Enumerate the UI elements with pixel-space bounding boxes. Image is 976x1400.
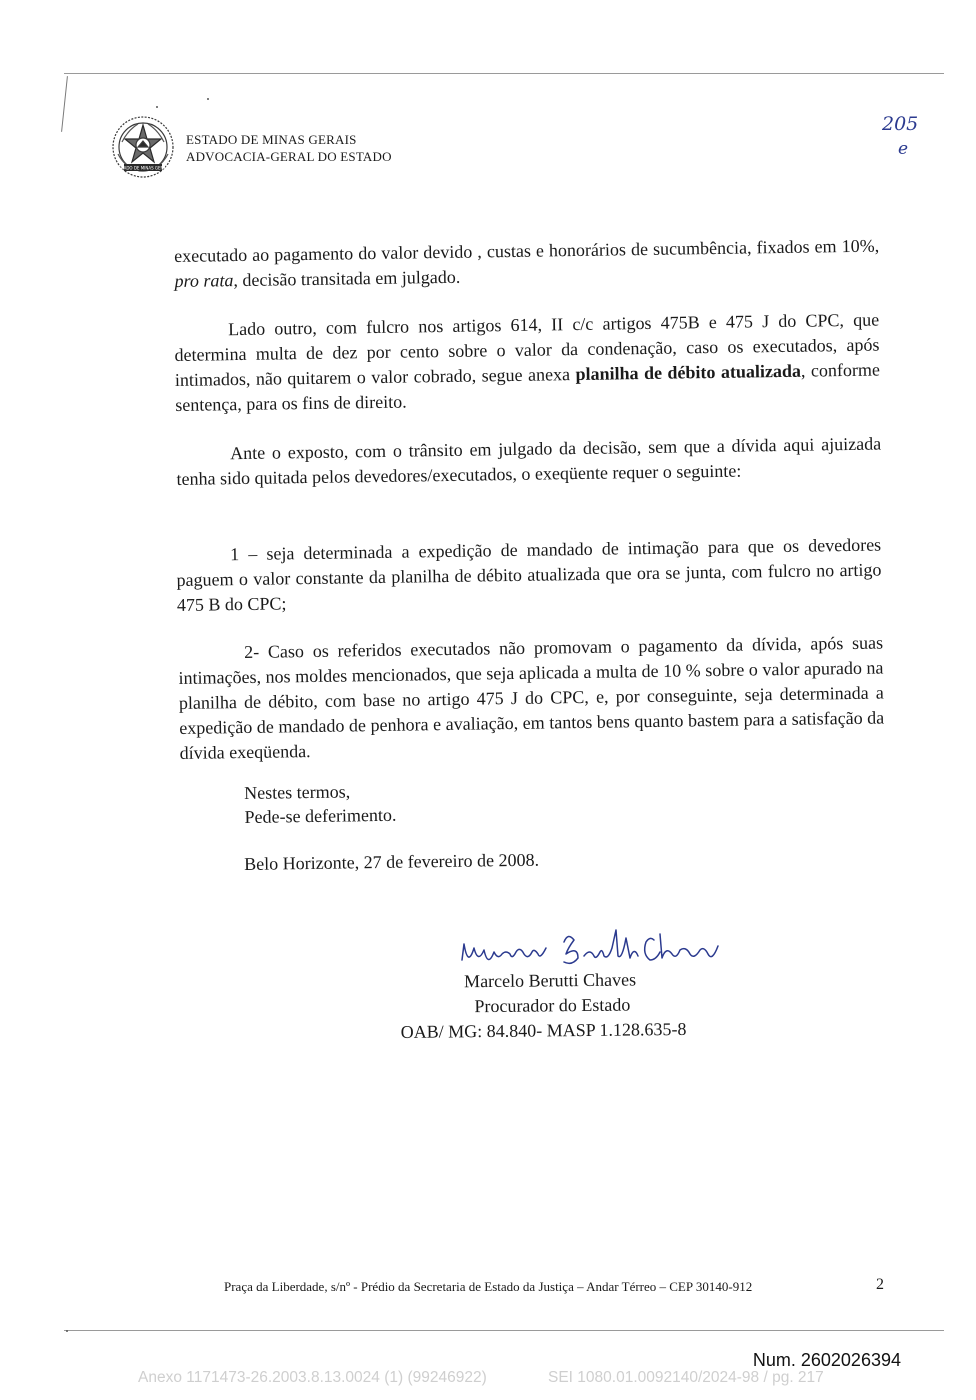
signature-block — [396, 966, 737, 1045]
sei-watermark: SEI 1080.01.0092140/2024-98 / pg. 217 — [548, 1369, 824, 1386]
folio-number: 205 — [882, 113, 919, 135]
state-name: ESTADO DE MINAS GERAIS — [186, 132, 357, 147]
signature-scrawl — [462, 930, 718, 963]
folio-initial: e — [898, 139, 909, 159]
closing-formula — [244, 779, 397, 829]
signer-name: Marcelo Berutti Chaves — [464, 969, 637, 992]
signer-title: Procurador do Estado — [474, 994, 631, 1017]
paragraph-1-italic: pro rata — [174, 270, 234, 291]
paragraph-1-text: executado ao pagamento do valor devido , custas e honorários de sucumbência, fixados em 10%, — [174, 235, 880, 266]
request-item-2: 2- Caso os referidos executados não promovam o pagamento da dívida, após suas intimações, nos moldes mencionados, que seja aplicada a multa de 10 % sobre o valor apurado na planilha de débito, com base no artigo 475 J do CPC, e, por conseguinte, seja determinada a expedição de mandado de penhora e avaliação, em tantos bens quanto bastem para a satisfação da dívida exeqüenda. — [178, 632, 885, 763]
emblem-text: ESTADO DE MINAS GERAIS — [116, 165, 170, 171]
closing-line-2: Pede-se deferimento. — [244, 804, 397, 827]
page-number: 2 — [876, 1276, 884, 1293]
document-number-stamp: Num. 2602026394 — [752, 1350, 901, 1370]
place-and-date: Belo Horizonte, 27 de fevereiro de 2008. — [244, 849, 540, 874]
signer-registration: OAB/ MG: 84.840- MASP 1.128.635-8 — [400, 1018, 687, 1042]
paragraph-2-end: , conforme sentença, para os fins de direito. — [175, 359, 880, 415]
paragraph-2-bold: planilha de débito atualizada — [575, 360, 802, 385]
footer-address: Praça da Liberdade, s/nº - Prédio da Secretaria de Estado da Justiça – Andar Térreo – CEP 30140-912 — [224, 1279, 753, 1294]
annex-watermark: Anexo 1171473-26.2003.8.13.0024 (1) (99246922) — [138, 1369, 487, 1386]
paragraph-2 — [174, 308, 880, 418]
paragraph-1 — [174, 234, 880, 294]
paragraph-3: Ante o exposto, com o trânsito em julgado da decisão, sem que a dívida aqui ajuizada tenha sido quitada pelos devedores/executados, o exeqüente requer o seguinte: — [176, 433, 882, 489]
request-item-1: 1 – seja determinada a expedição de mandado de intimação para que os devedores paguem o valor constante da planilha de débito atualizada que ora se junta, com fulcro no artigo 475 B do CPC; — [176, 534, 882, 615]
paragraph-1-end: , decisão transitada em julgado. — [233, 266, 461, 291]
closing-line-1: Nestes termos, — [244, 781, 351, 803]
agency-name: ADVOCACIA-GERAL DO ESTADO — [186, 149, 392, 164]
paragraph-2-text: Lado outro, com fulcro nos artigos 614, II c/c artigos 475B e 475 J do CPC, que determina multa de dez por cento sobre o valor da condenação, caso os executados, após intimados, não quitarem o valor cobrado, segue anexa — [174, 309, 880, 390]
